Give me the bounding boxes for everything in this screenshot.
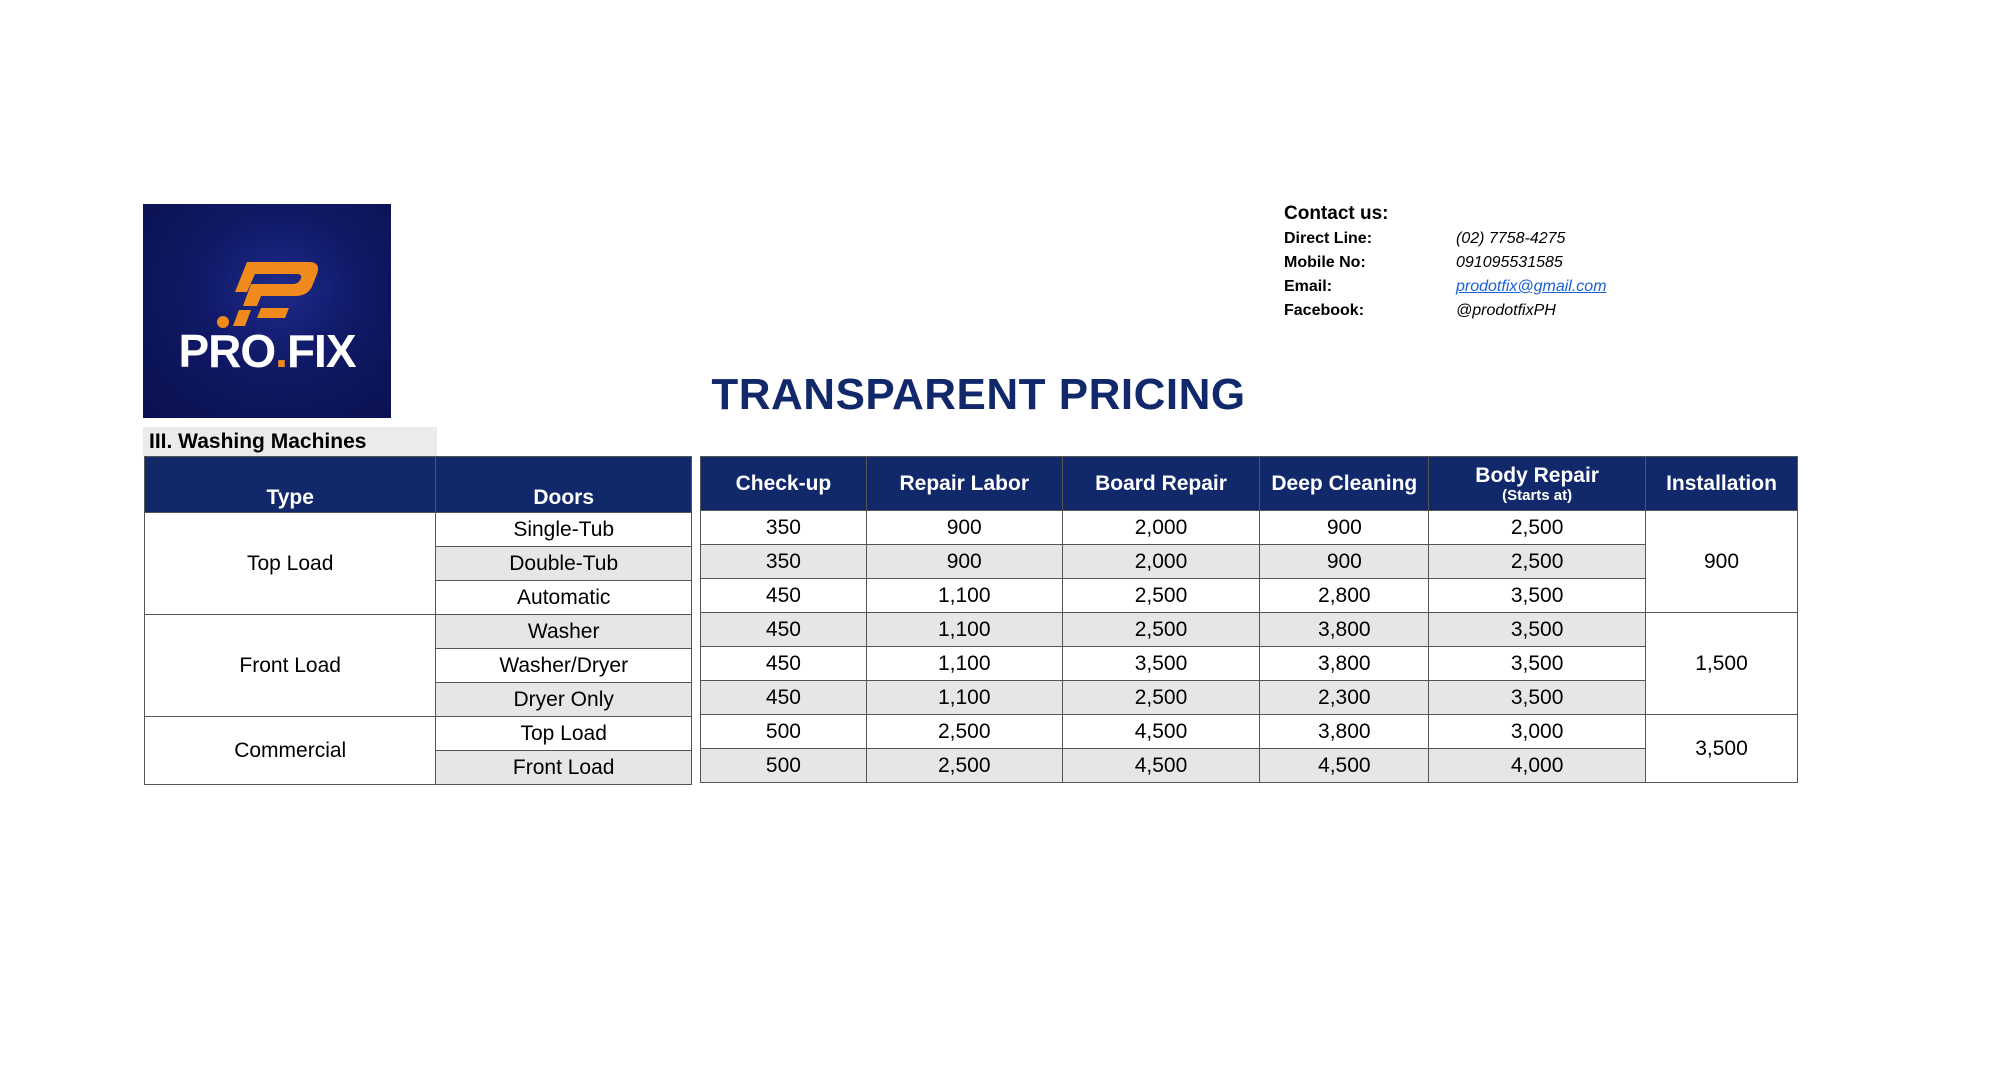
contact-row-facebook [1284, 299, 1607, 323]
table-row [701, 511, 1798, 545]
table-row [701, 545, 1798, 579]
price-cell: 3,500 [1429, 681, 1646, 715]
doors-cell: Single-Tub [436, 513, 692, 547]
price-cell: 4,500 [1062, 715, 1260, 749]
installation-cell: 3,500 [1646, 715, 1798, 783]
price-cell: 450 [701, 647, 867, 681]
price-cell: 2,000 [1062, 511, 1260, 545]
contact-label: Mobile No: [1284, 254, 1366, 271]
doors-cell: Front Load [436, 751, 692, 785]
contact-value: 091095531585 [1456, 254, 1563, 271]
type-cell: Top Load [145, 513, 436, 615]
table-row [701, 579, 1798, 613]
price-cell: 1,100 [866, 613, 1062, 647]
doors-cell: Washer/Dryer [436, 649, 692, 683]
doors-cell: Automatic [436, 581, 692, 615]
contact-value: (02) 7758-4275 [1456, 230, 1566, 247]
header-repair-labor: Repair Labor [866, 457, 1062, 511]
table-row [701, 613, 1798, 647]
table-row [145, 717, 692, 751]
price-cell: 3,000 [1429, 715, 1646, 749]
doors-cell: Washer [436, 615, 692, 649]
header-board-repair: Board Repair [1062, 457, 1260, 511]
price-cell: 350 [701, 545, 867, 579]
contact-row-email [1284, 275, 1607, 299]
installation-cell: 900 [1646, 511, 1798, 613]
email-link[interactable]: prodotfix@gmail.com [1456, 278, 1607, 295]
header-deep-cleaning: Deep Cleaning [1260, 457, 1429, 511]
contact-row-mobile [1284, 251, 1607, 275]
price-cell: 3,800 [1260, 715, 1429, 749]
table-row [145, 513, 692, 547]
price-cell: 2,500 [1429, 511, 1646, 545]
price-cell: 350 [701, 511, 867, 545]
contact-block [1284, 203, 1607, 323]
price-cell: 2,500 [1062, 579, 1260, 613]
price-cell: 2,500 [1062, 681, 1260, 715]
price-cell: 1,100 [866, 681, 1062, 715]
contact-heading: Contact us: [1284, 203, 1389, 224]
header-body-repair [1429, 457, 1646, 511]
price-cell: 2,300 [1260, 681, 1429, 715]
installation-cell: 1,500 [1646, 613, 1798, 715]
table-row [701, 681, 1798, 715]
price-cell: 2,000 [1062, 545, 1260, 579]
header-installation: Installation [1646, 457, 1798, 511]
header-body-repair-label: Body Repair [1475, 463, 1599, 487]
type-cell: Front Load [145, 615, 436, 717]
price-cell: 4,500 [1062, 749, 1260, 783]
price-cell: 900 [1260, 545, 1429, 579]
price-cell: 3,500 [1062, 647, 1260, 681]
contact-label: Facebook: [1284, 302, 1365, 319]
type-doors-table [144, 456, 692, 785]
price-cell: 2,500 [1429, 545, 1646, 579]
price-cell: 900 [866, 545, 1062, 579]
doors-cell: Dryer Only [436, 683, 692, 717]
price-cell: 2,800 [1260, 579, 1429, 613]
price-cell: 4,500 [1260, 749, 1429, 783]
type-cell: Commercial [145, 717, 436, 785]
price-cell: 3,500 [1429, 579, 1646, 613]
price-cell: 900 [1260, 511, 1429, 545]
profix-wordmark: PRO.FIX [178, 325, 356, 377]
header-doors: Doors [436, 457, 692, 513]
table-row [145, 615, 692, 649]
price-cell: 2,500 [866, 749, 1062, 783]
price-cell: 500 [701, 715, 867, 749]
header-body-repair-sub: (Starts at) [1502, 486, 1573, 504]
price-cell: 2,500 [1062, 613, 1260, 647]
table-row [701, 647, 1798, 681]
contact-value: @prodotfixPH [1456, 302, 1556, 319]
doors-cell: Double-Tub [436, 547, 692, 581]
contact-row-direct-line [1284, 227, 1607, 251]
price-cell: 500 [701, 749, 867, 783]
header-type: Type [145, 457, 436, 513]
header-check-up: Check-up [701, 457, 867, 511]
price-cell: 3,800 [1260, 613, 1429, 647]
price-cell: 900 [866, 511, 1062, 545]
page-title: TRANSPARENT PRICING [711, 370, 1246, 419]
price-cell: 450 [701, 681, 867, 715]
price-cell: 3,800 [1260, 647, 1429, 681]
section-label: III. Washing Machines [143, 427, 437, 457]
table-row [701, 715, 1798, 749]
doors-cell: Top Load [436, 717, 692, 751]
price-cell: 450 [701, 613, 867, 647]
price-cell: 1,100 [866, 579, 1062, 613]
contact-label: Email: [1284, 278, 1333, 295]
pricing-table [700, 456, 1798, 783]
price-cell: 3,500 [1429, 613, 1646, 647]
price-cell: 1,100 [866, 647, 1062, 681]
price-cell: 4,000 [1429, 749, 1646, 783]
contact-label: Direct Line: [1284, 230, 1373, 247]
price-cell: 3,500 [1429, 647, 1646, 681]
price-cell: 2,500 [866, 715, 1062, 749]
price-cell: 450 [701, 579, 867, 613]
table-row [701, 749, 1798, 783]
